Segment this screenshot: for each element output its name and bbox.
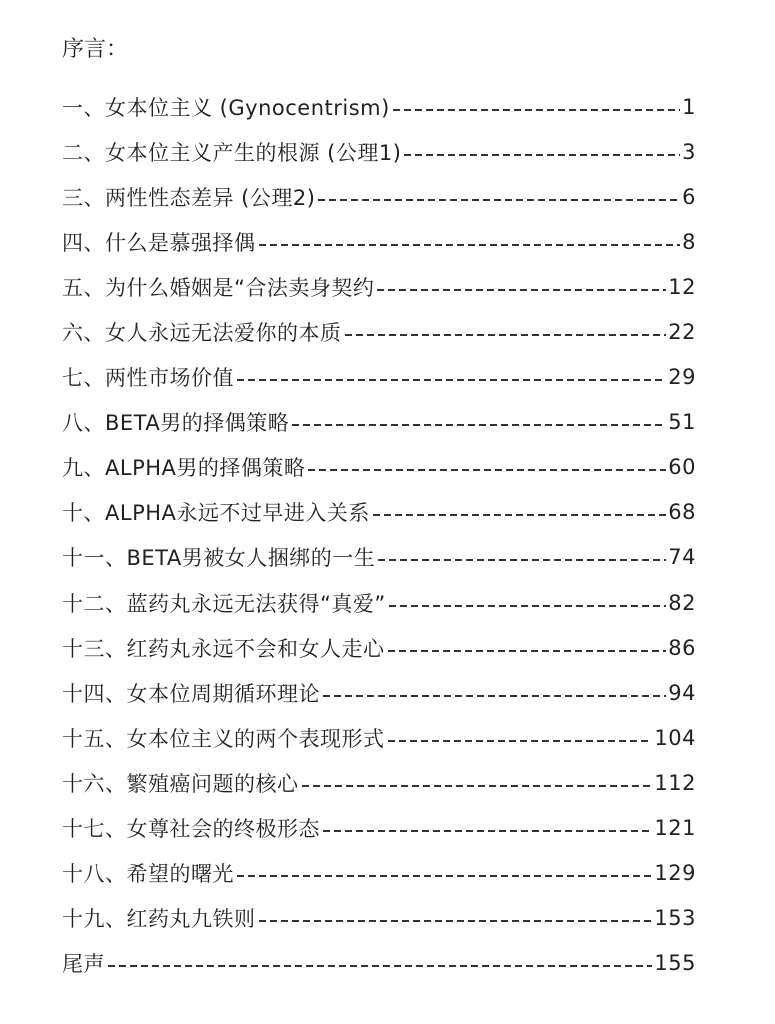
- toc-entry-title: 十七、女尊社会的终极形态: [62, 817, 320, 842]
- toc-entry[interactable]: [62, 355, 696, 400]
- dot-leader: [323, 830, 652, 832]
- toc-entry[interactable]: [62, 670, 696, 715]
- toc-heading: 序言：: [62, 37, 129, 62]
- toc-entry[interactable]: [62, 896, 696, 941]
- dot-leader: [404, 154, 680, 156]
- dot-leader: [323, 695, 666, 697]
- toc-entry-page: 121: [654, 816, 696, 841]
- toc-entry[interactable]: [62, 490, 696, 535]
- toc-entry-page: 129: [654, 861, 696, 886]
- toc-entry-page: 60: [668, 455, 696, 480]
- dot-leader: [373, 514, 666, 516]
- toc-entry[interactable]: [62, 174, 696, 219]
- dot-leader: [237, 379, 666, 381]
- toc-entry[interactable]: [62, 400, 696, 445]
- toc-entry[interactable]: [62, 580, 696, 625]
- toc-entry-title: 尾声: [62, 952, 105, 977]
- toc-entry-title: 九、ALPHA男的择偶策略: [62, 456, 306, 481]
- dot-leader: [308, 469, 666, 471]
- toc-entry-title: 六、女人永远无法爱你的本质: [62, 321, 342, 346]
- toc-entry[interactable]: [62, 84, 696, 129]
- dot-leader: [378, 559, 666, 561]
- toc-entry-title: 十二、蓝药丸永远无法获得“真爱”: [62, 591, 386, 616]
- dot-leader: [389, 605, 667, 607]
- toc-entry[interactable]: [62, 851, 696, 896]
- toc-entry[interactable]: [62, 219, 696, 264]
- dot-leader: [377, 289, 666, 291]
- toc-entry[interactable]: [62, 625, 696, 670]
- toc-entry-title: 十、ALPHA永远不过早进入关系: [62, 501, 370, 526]
- toc-entry-title: 十四、女本位周期循环理论: [62, 681, 320, 706]
- toc-entry-page: 68: [668, 500, 696, 525]
- toc-entry[interactable]: [62, 806, 696, 851]
- toc-entry-page: 94: [668, 680, 696, 705]
- toc-entry-title: 十一、BETA男被女人捆绑的一生: [62, 546, 376, 571]
- toc-entry-page: 8: [682, 229, 696, 254]
- toc-entry[interactable]: [62, 760, 696, 805]
- toc-entry-title: 十九、红药丸九铁则: [62, 907, 256, 932]
- dot-leader: [302, 785, 653, 787]
- toc-entry-page: 12: [668, 274, 696, 299]
- toc-entry-page: 22: [668, 320, 696, 345]
- toc-entry[interactable]: [62, 535, 696, 580]
- toc-entry-page: 1: [682, 94, 696, 119]
- toc-entry-title: 七、两性市场价值: [62, 366, 234, 391]
- toc-entry-page: 74: [668, 545, 696, 570]
- dot-leader: [345, 334, 667, 336]
- toc-entry-title: 十六、繁殖癌问题的核心: [62, 771, 299, 796]
- toc-entry-title: 五、为什么婚姻是“合法卖身契约: [62, 275, 375, 300]
- toc-entry-page: 153: [654, 906, 696, 931]
- toc-entry-page: 6: [682, 184, 696, 209]
- dot-leader: [108, 965, 652, 967]
- toc-entry-title: 二、女本位主义产生的根源 (公理1): [62, 140, 402, 165]
- dot-leader: [259, 920, 653, 922]
- toc-entry[interactable]: [62, 941, 696, 986]
- dot-leader: [318, 199, 680, 201]
- dot-leader: [292, 424, 666, 426]
- toc-entry-page: 82: [668, 590, 696, 615]
- toc-entry-page: 155: [654, 951, 696, 976]
- toc-entry[interactable]: [62, 264, 696, 309]
- toc-entry-title: 十五、女本位主义的两个表现形式: [62, 726, 385, 751]
- toc-entry-page: 104: [654, 725, 696, 750]
- toc-entry-page: 29: [668, 365, 696, 390]
- toc-entry[interactable]: [62, 715, 696, 760]
- dot-leader: [259, 244, 681, 246]
- toc-entry[interactable]: [62, 445, 696, 490]
- toc-entry-page: 112: [654, 770, 696, 795]
- toc-entry-title: 十三、红药丸永远不会和女人走心: [62, 636, 385, 661]
- toc-entry-title: 八、BETA男的择偶策略: [62, 411, 290, 436]
- toc-entry[interactable]: [62, 129, 696, 174]
- dot-leader: [393, 109, 680, 111]
- toc-entry-title: 四、什么是慕强择偶: [62, 230, 256, 255]
- toc-entry-page: 3: [682, 139, 696, 164]
- toc-entry-title: 一、女本位主义 (Gynocentrism): [62, 95, 390, 120]
- dot-leader: [237, 875, 652, 877]
- toc-entry-title: 三、两性性态差异 (公理2): [62, 185, 316, 210]
- toc-entry[interactable]: [62, 309, 696, 354]
- table-of-contents: [62, 84, 696, 986]
- dot-leader: [388, 740, 653, 742]
- toc-entry-page: 51: [668, 410, 696, 435]
- dot-leader: [388, 650, 667, 652]
- toc-entry-page: 86: [668, 635, 696, 660]
- toc-entry-title: 十八、希望的曙光: [62, 862, 234, 887]
